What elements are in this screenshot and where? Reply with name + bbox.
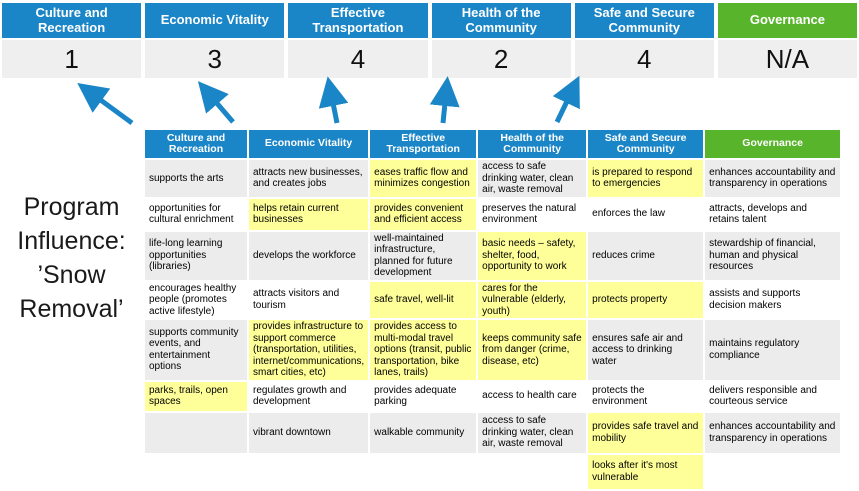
matrix-cell: encourages healthy people (promotes active lifestyle): [144, 281, 248, 320]
influence-matrix: [143, 128, 842, 491]
matrix-cell: eases traffic flow and minimizes congestion: [369, 159, 477, 198]
matrix-cell: opportunities for cultural enrichment: [144, 198, 248, 231]
matrix-column-header-health-of-the-community: Health of the Community: [477, 129, 587, 159]
arrow-health: [443, 93, 446, 123]
matrix-column-header-culture-and-recreation: Culture and Recreation: [144, 129, 248, 159]
program-influence-label: [0, 190, 143, 326]
matrix-cell: [477, 454, 587, 490]
matrix-cell: [369, 454, 477, 490]
priority-header: Effective Transportation: [288, 3, 427, 38]
matrix-row: [144, 454, 841, 490]
matrix-cell: attracts visitors and tourism: [248, 281, 369, 320]
priority-header: Governance: [718, 3, 857, 38]
matrix-row: [144, 319, 841, 381]
matrix-cell: well-maintained infrastructure, planned for future development: [369, 231, 477, 281]
matrix-row: [144, 381, 841, 412]
matrix-cell: preserves the natural environment: [477, 198, 587, 231]
matrix-body: [144, 159, 841, 490]
matrix-row: [144, 281, 841, 320]
matrix-cell: access to safe drinking water, clean air, waste removal: [477, 412, 587, 454]
matrix-cell: [248, 454, 369, 490]
matrix-column-header-effective-transportation: Effective Transportation: [369, 129, 477, 159]
matrix-cell: [144, 454, 248, 490]
priority-score: N/A: [718, 40, 857, 78]
arrow-transportation: [331, 93, 337, 123]
matrix-cell: is prepared to respond to emergencies: [587, 159, 704, 198]
matrix-cell: life-long learning opportunities (libraries): [144, 231, 248, 281]
matrix-cell: ensures safe air and access to drinking water: [587, 319, 704, 381]
program-label-line: Removal’: [19, 295, 124, 323]
priority-score: 1: [2, 40, 141, 78]
matrix-cell: attracts new businesses, and creates jobs: [248, 159, 369, 198]
matrix-cell: supports the arts: [144, 159, 248, 198]
matrix-cell: keeps community safe from danger (crime, disease, etc): [477, 319, 587, 381]
matrix-cell: delivers responsible and courteous service: [704, 381, 841, 412]
matrix-row: [144, 159, 841, 198]
priority-economic-vitality: [145, 3, 284, 78]
matrix-cell: maintains regulatory compliance: [704, 319, 841, 381]
matrix-cell: provides convenient and efficient access: [369, 198, 477, 231]
matrix-cell: safe travel, well-lit: [369, 281, 477, 320]
priority-governance: [718, 3, 857, 78]
matrix-cell: reduces crime: [587, 231, 704, 281]
matrix-column-header-economic-vitality: Economic Vitality: [248, 129, 369, 159]
matrix-cell: walkable community: [369, 412, 477, 454]
matrix-cell: regulates growth and development: [248, 381, 369, 412]
matrix-column-header-governance: Governance: [704, 129, 841, 159]
matrix-cell: assists and supports decision makers: [704, 281, 841, 320]
program-label-line: Program: [23, 193, 120, 221]
priority-score: 3: [145, 40, 284, 78]
matrix-cell: helps retain current businesses: [248, 198, 369, 231]
matrix-cell: parks, trails, open spaces: [144, 381, 248, 412]
matrix-row: [144, 198, 841, 231]
program-label-line: ’Snow: [37, 261, 106, 289]
priority-header: Health of the Community: [432, 3, 571, 38]
matrix-column-header-safe-and-secure-community: Safe and Secure Community: [587, 129, 704, 159]
matrix-cell: provides safe travel and mobility: [587, 412, 704, 454]
priority-safe-and-secure-community: [575, 3, 714, 78]
priority-health-of-the-community: [432, 3, 571, 78]
arrow-culture: [91, 93, 132, 123]
matrix-cell: vibrant downtown: [248, 412, 369, 454]
arrow-economic: [209, 94, 233, 122]
priority-culture-and-recreation: [2, 3, 141, 78]
priority-score: 4: [575, 40, 714, 78]
priority-header: Economic Vitality: [145, 3, 284, 38]
priority-header: Culture and Recreation: [2, 3, 141, 38]
matrix-header-row: [144, 129, 841, 159]
matrix-header: [144, 129, 841, 159]
arrow-safe: [557, 91, 572, 122]
matrix-cell: enhances accountability and transparency in operations: [704, 159, 841, 198]
matrix-cell: enforces the law: [587, 198, 704, 231]
matrix-cell: protects property: [587, 281, 704, 320]
matrix-cell: basic needs – safety, shelter, food, opportunity to work: [477, 231, 587, 281]
matrix-cell: enhances accountability and transparency in operations: [704, 412, 841, 454]
matrix-cell: stewardship of financial, human and physical resources: [704, 231, 841, 281]
matrix-row: [144, 412, 841, 454]
matrix-row: [144, 231, 841, 281]
scoreboard: [2, 3, 857, 78]
priority-effective-transportation: [288, 3, 427, 78]
matrix-cell: looks after it's most vulnerable: [587, 454, 704, 490]
matrix-cell: develops the workforce: [248, 231, 369, 281]
priority-score: 4: [288, 40, 427, 78]
matrix-cell: supports community events, and entertainment options: [144, 319, 248, 381]
matrix-cell: [704, 454, 841, 490]
program-label-line: Influence:: [17, 227, 126, 255]
priority-header: Safe and Secure Community: [575, 3, 714, 38]
matrix-cell: access to health care: [477, 381, 587, 412]
matrix-cell: [144, 412, 248, 454]
matrix-cell: access to safe drinking water, clean air, waste removal: [477, 159, 587, 198]
matrix-cell: provides access to multi-modal travel options (transit, public transportation, bike lanes, trails): [369, 319, 477, 381]
matrix-cell: provides adequate parking: [369, 381, 477, 412]
priority-score: 2: [432, 40, 571, 78]
matrix-cell: provides infrastructure to support commerce (transportation, utilities, internet/communications, smart cities, etc): [248, 319, 369, 381]
matrix-cell: protects the environment: [587, 381, 704, 412]
matrix-cell: attracts, develops and retains talent: [704, 198, 841, 231]
matrix-cell: cares for the vulnerable (elderly, youth): [477, 281, 587, 320]
